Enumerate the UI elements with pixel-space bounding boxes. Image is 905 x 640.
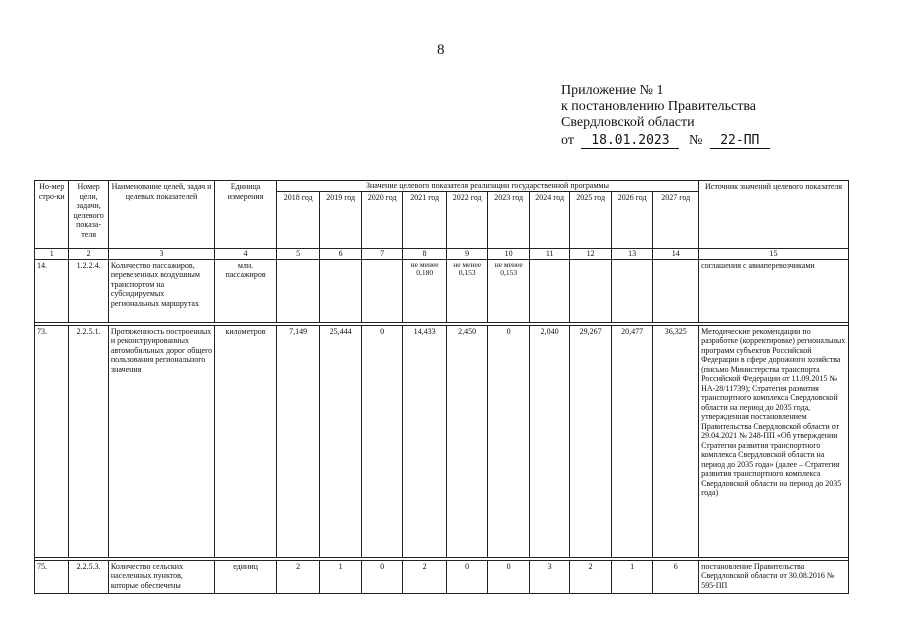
targets-table <box>34 180 849 594</box>
column-number: 11 <box>529 248 569 259</box>
header-year: 2027 год <box>653 191 699 248</box>
from-label: от <box>561 133 574 148</box>
column-number: 6 <box>320 248 362 259</box>
table-row <box>35 259 849 322</box>
value-cell: 1 <box>320 560 362 593</box>
value-cell: 2 <box>570 560 612 593</box>
indicator-source: постановление Правительства Свердловской области от 30.08.2016 № 595-ПП <box>699 560 849 593</box>
column-number: 14 <box>653 248 699 259</box>
column-numbers-row <box>35 248 849 259</box>
column-number: 7 <box>361 248 403 259</box>
header-year: 2025 год <box>570 191 612 248</box>
indicator-unit: километров <box>215 325 277 557</box>
value-cell: 3 <box>529 560 569 593</box>
row-number: 73. <box>35 325 69 557</box>
indicator-unit: единиц <box>215 560 277 593</box>
header-unit: Единица измерения <box>215 181 277 249</box>
table-row <box>35 325 849 557</box>
indicator-source: соглашения с авиаперевозчиками <box>699 259 849 322</box>
column-number: 1 <box>35 248 69 259</box>
value-cell: 0 <box>488 560 530 593</box>
value-cell: 14,433 <box>403 325 447 557</box>
value-cell: 2,450 <box>446 325 488 557</box>
header-year: 2019 год <box>320 191 362 248</box>
header-year: 2020 год <box>361 191 403 248</box>
column-number: 13 <box>611 248 653 259</box>
column-number: 3 <box>108 248 214 259</box>
value-cell: не менее 0,180 <box>403 259 447 322</box>
row-number: 14. <box>35 259 69 322</box>
value-cell: 29,267 <box>570 325 612 557</box>
value-cell <box>320 259 362 322</box>
resolution-number: 22-ПП <box>710 134 770 149</box>
header-row-1 <box>35 181 849 192</box>
value-cell: 0 <box>361 560 403 593</box>
value-cell: 7,149 <box>276 325 320 557</box>
indicator-name: Протяженность построенных и реконструированных автомобильных дорог общего пользования регионального значения <box>108 325 214 557</box>
header-row-number: Но-мер стро-ки <box>35 181 69 249</box>
column-number: 12 <box>570 248 612 259</box>
value-cell: не менее 0,153 <box>488 259 530 322</box>
column-number: 5 <box>276 248 320 259</box>
value-cell: 36,325 <box>653 325 699 557</box>
header-year: 2021 год <box>403 191 447 248</box>
value-cell: 6 <box>653 560 699 593</box>
value-cell: 2,040 <box>529 325 569 557</box>
appendix-title: Приложение № 1 <box>561 83 664 98</box>
header-source: Источник значений целевого показателя <box>699 181 849 249</box>
number-label: № <box>688 133 703 148</box>
value-cell: 2 <box>276 560 320 593</box>
header-year: 2026 год <box>611 191 653 248</box>
value-cell: 20,477 <box>611 325 653 557</box>
indicator-code: 2.2.5.3. <box>69 560 108 593</box>
header-goal-number: Номер цели, задачи, целевого показа-теля <box>69 181 108 249</box>
value-cell: 25,444 <box>320 325 362 557</box>
page-number: 8 <box>437 42 445 58</box>
indicator-code: 1.2.2.4. <box>69 259 108 322</box>
indicator-source: Методические рекомендации по разработке (корректировке) региональных программ субъектов Российской Федерации в сфере дорожного хозяйства (письмо Министерства транспорта Российской Федерации от 11.09.2015 № НА-28/11739); Стратегия развития транспортного комплекса Свердловской области на период до 2035 года, утвержденная постановлением Правительства Свердловской области от 29.04.2021 № 248-ПП «Об утверждении Стратегии развития транспортного комплекса Свердловской области на период до 2035 года» (далее – Стратегия развития транспортного комплекса Свердловской области на период до 2035 года) <box>699 325 849 557</box>
value-cell: 0 <box>446 560 488 593</box>
header-year: 2022 год <box>446 191 488 248</box>
indicator-unit: млн. пассажиров <box>215 259 277 322</box>
row-number: 75. <box>35 560 69 593</box>
value-cell <box>529 259 569 322</box>
value-cell <box>611 259 653 322</box>
column-number: 2 <box>69 248 108 259</box>
appendix-line-region: Свердловской области <box>561 115 695 130</box>
value-cell <box>570 259 612 322</box>
column-number: 4 <box>215 248 277 259</box>
column-number: 10 <box>488 248 530 259</box>
value-cell: 0 <box>488 325 530 557</box>
value-cell <box>653 259 699 322</box>
value-cell: 0 <box>361 325 403 557</box>
indicator-code: 2.2.5.1. <box>69 325 108 557</box>
column-number: 8 <box>403 248 447 259</box>
header-values-group: Значение целевого показателя реализации государственной программы <box>276 181 698 192</box>
header-year: 2024 год <box>529 191 569 248</box>
header-year: 2023 год <box>488 191 530 248</box>
value-cell: не менее 0,153 <box>446 259 488 322</box>
indicator-name: Количество сельских населенных пунктов, которые обеспечены <box>108 560 214 593</box>
header-year: 2018 год <box>276 191 320 248</box>
appendix-line-resolution: к постановлению Правительства <box>561 99 757 114</box>
column-number: 15 <box>699 248 849 259</box>
appendix-date-line <box>561 132 770 150</box>
table-row <box>35 560 849 593</box>
value-cell: 1 <box>611 560 653 593</box>
header-name: Наименование целей, задач и целевых показателей <box>108 181 214 249</box>
value-cell <box>276 259 320 322</box>
column-number: 9 <box>446 248 488 259</box>
value-cell <box>361 259 403 322</box>
indicator-name: Количество пассажиров, перевезенных воздушным транспортом на субсидируемых региональных маршрутах <box>108 259 214 322</box>
value-cell: 2 <box>403 560 447 593</box>
resolution-date: 18.01.2023 <box>581 134 679 149</box>
